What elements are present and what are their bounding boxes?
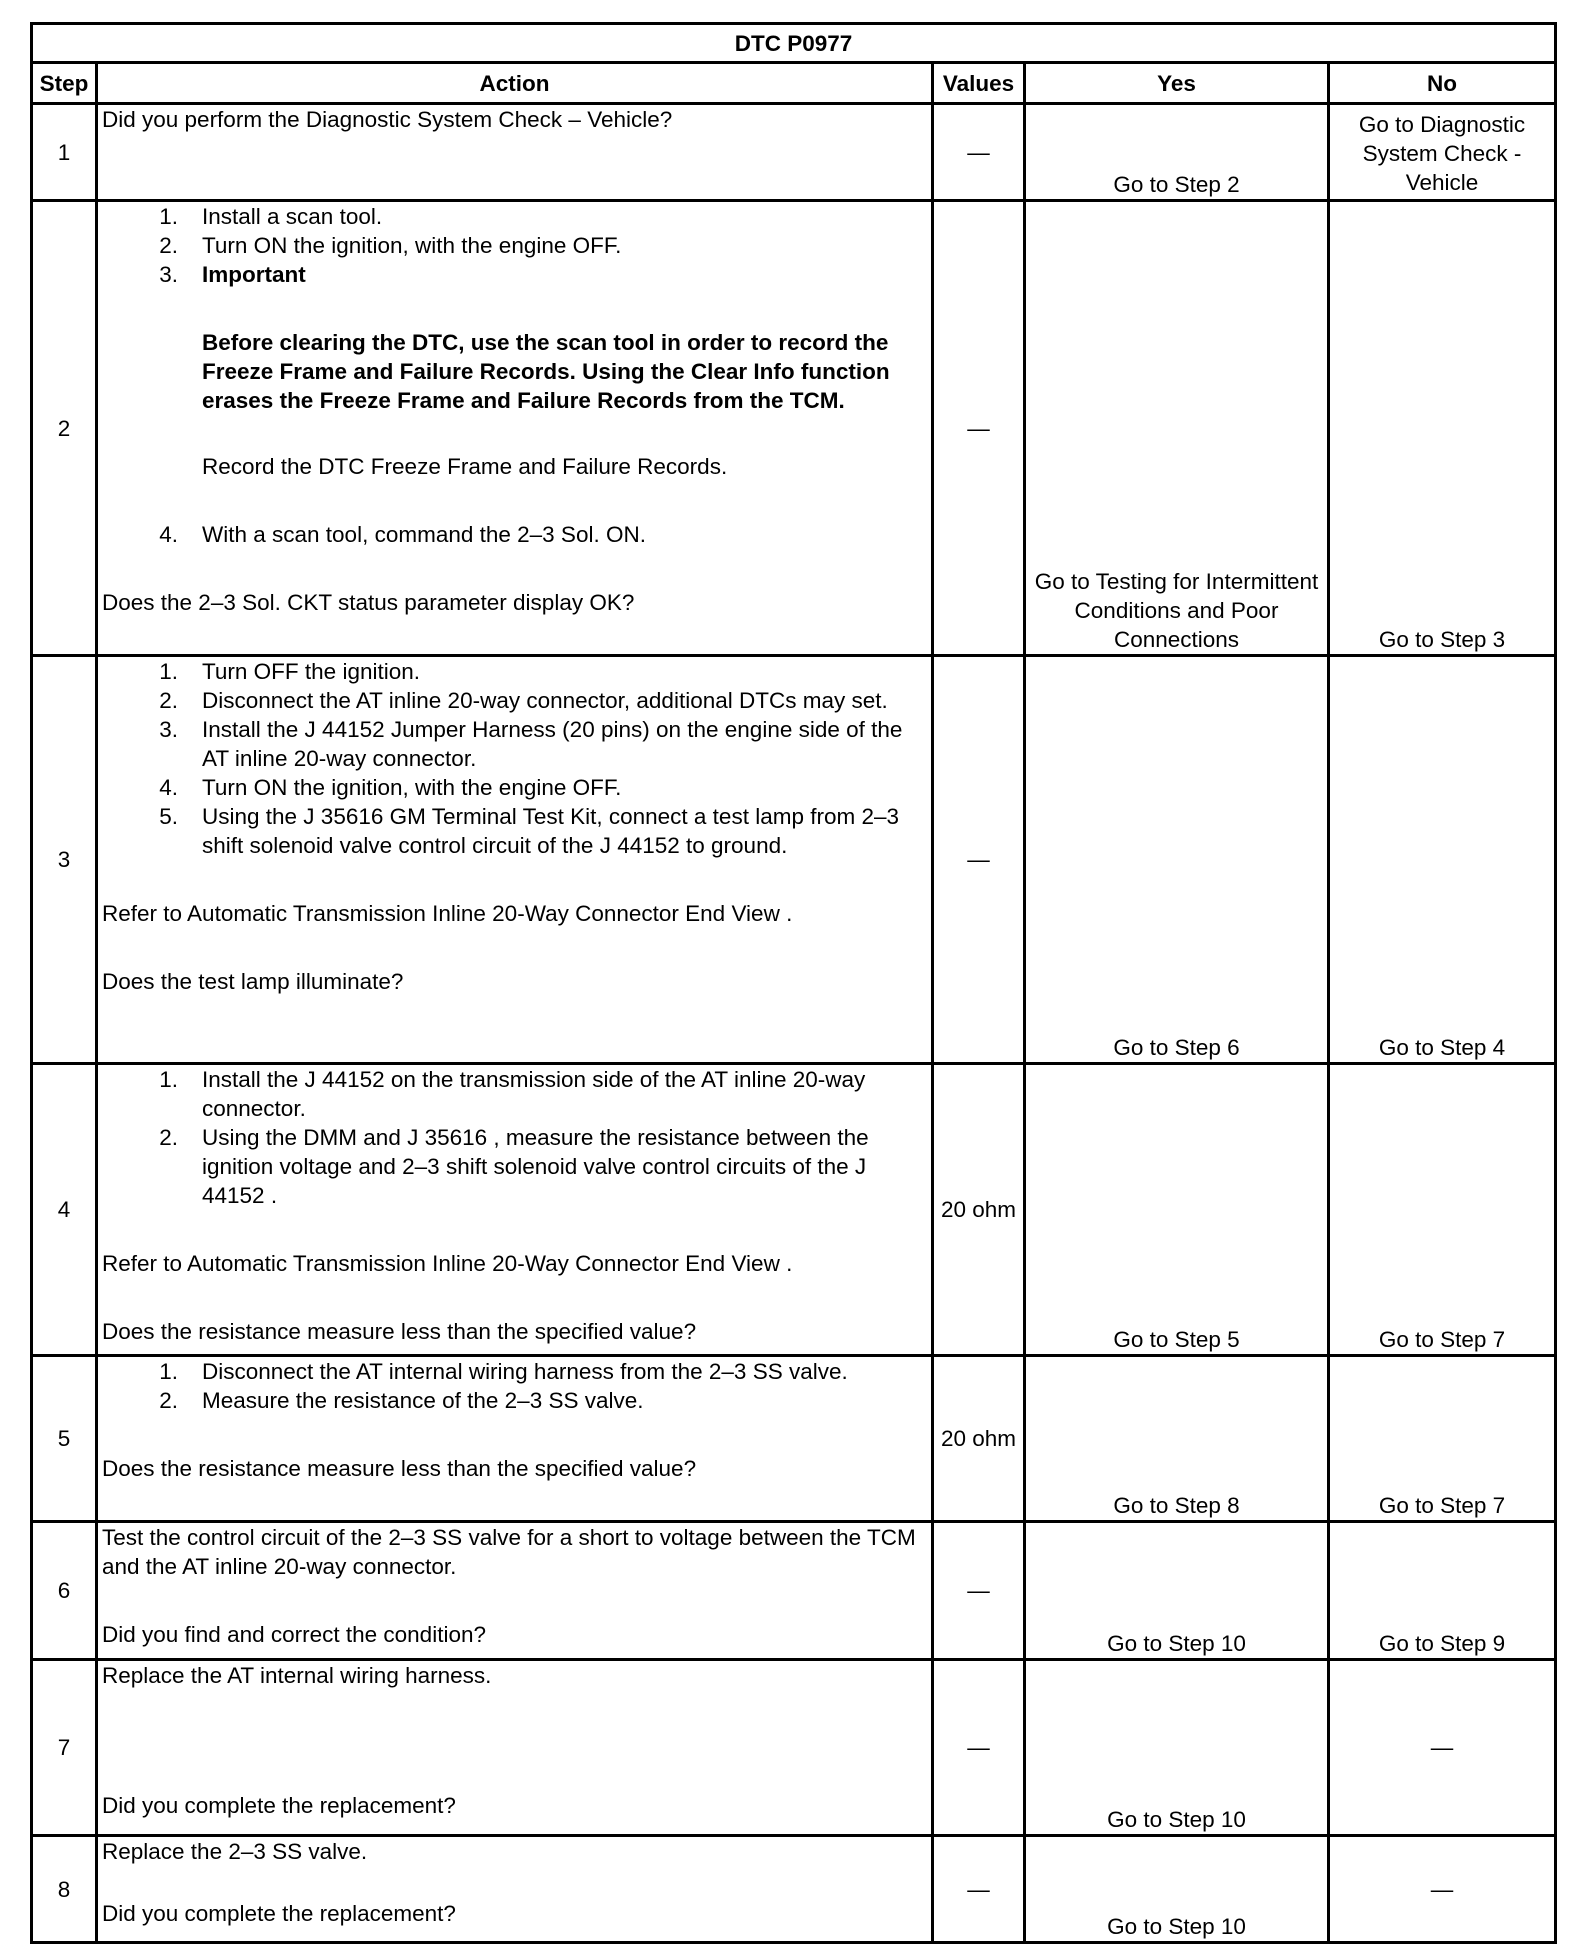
action-cell (97, 656, 933, 1064)
record-note: Record the DTC Freeze Frame and Failure Records. (202, 454, 728, 479)
refer-note: Refer to Automatic Transmission Inline 20-Way Connector End View . (102, 901, 793, 926)
step-number: 6 (32, 1522, 97, 1660)
no-cell: Go to Step 4 (1329, 656, 1556, 1064)
step-number: 3 (32, 656, 97, 1064)
yes-cell: Go to Step 6 (1025, 656, 1329, 1064)
list-item: 5. Using the J 35616 GM Terminal Test Kit, connect a test lamp from 2–3 shift solenoid valve control circuit of the J 44152 to ground. (159, 804, 900, 858)
table-title: DTC P0977 (32, 24, 1556, 63)
yes-cell: Go to Step 8 (1025, 1356, 1329, 1522)
action-cell (97, 201, 933, 656)
yes-cell: Go to Step 5 (1025, 1064, 1329, 1356)
yes-cell: Go to Step 2 (1025, 104, 1329, 201)
action-intro: Did you perform the Diagnostic System Check – Vehicle? (102, 107, 673, 132)
value-cell: — (933, 1836, 1025, 1943)
header-action: Action (97, 63, 933, 104)
table-row (32, 1064, 1556, 1356)
value-cell: — (933, 201, 1025, 656)
yes-cell: Go to Step 10 (1025, 1522, 1329, 1660)
action-list (102, 202, 927, 289)
action-list (102, 657, 927, 860)
action-question: Does the 2–3 Sol. CKT status parameter display OK? (102, 590, 635, 615)
table-row (32, 1836, 1556, 1943)
action-question: Did you complete the replacement? (102, 1793, 456, 1818)
action-list (102, 1065, 927, 1210)
no-cell: — (1329, 1836, 1556, 1943)
action-cell (97, 1064, 933, 1356)
value-cell: — (933, 104, 1025, 201)
action-cell (97, 1522, 933, 1660)
step-number: 5 (32, 1356, 97, 1522)
action-list (102, 1357, 927, 1415)
table-row (32, 1522, 1556, 1660)
header-no: No (1329, 63, 1556, 104)
action-cell (97, 104, 933, 201)
action-question: Does the test lamp illuminate? (102, 969, 404, 994)
action-intro: Replace the 2–3 SS valve. (102, 1839, 368, 1864)
table-row (32, 201, 1556, 656)
action-intro: Replace the AT internal wiring harness. (102, 1663, 492, 1688)
list-item: 4. With a scan tool, command the 2–3 Sol. ON. (159, 522, 646, 547)
header-row (32, 63, 1556, 104)
value-cell: — (933, 1660, 1025, 1836)
refer-note: Refer to Automatic Transmission Inline 20-Way Connector End View . (102, 1251, 793, 1276)
value-cell: — (933, 1522, 1025, 1660)
action-cell (97, 1660, 933, 1836)
list-item: 1. Turn OFF the ignition. (159, 659, 421, 684)
list-item: 1. Install the J 44152 on the transmission side of the AT inline 20-way connector. (159, 1067, 866, 1121)
no-cell: — (1329, 1660, 1556, 1836)
table-row (32, 1356, 1556, 1522)
step-number: 1 (32, 104, 97, 201)
action-cell (97, 1356, 933, 1522)
list-item: 2. Turn ON the ignition, with the engine OFF. (159, 233, 622, 258)
no-cell: Go to Step 9 (1329, 1522, 1556, 1660)
list-item: 3. Install the J 44152 Jumper Harness (20 pins) on the engine side of the AT inline 20-way connector. (159, 717, 903, 771)
list-item: 2. Using the DMM and J 35616 , measure the resistance between the ignition voltage and 2–3 shift solenoid valve control circuits of the J 44152 . (159, 1125, 869, 1208)
step-number: 4 (32, 1064, 97, 1356)
list-item: 2. Measure the resistance of the 2–3 SS valve. (159, 1388, 644, 1413)
list-item: 2. Disconnect the AT inline 20-way connector, additional DTCs may set. (159, 688, 888, 713)
step-number: 7 (32, 1660, 97, 1836)
table-row (32, 1660, 1556, 1836)
action-question: Did you find and correct the condition? (102, 1622, 486, 1647)
header-yes: Yes (1025, 63, 1329, 104)
dtc-table (30, 22, 1557, 1944)
action-cell (97, 1836, 933, 1943)
table-row (32, 656, 1556, 1064)
no-cell: Go to Step 7 (1329, 1356, 1556, 1522)
important-note: Before clearing the DTC, use the scan tool in order to record the Freeze Frame and Failure Records. Using the Clear Info function erases the Freeze Frame and Failure Records from the TCM. (202, 330, 890, 413)
action-list-continued (102, 520, 927, 549)
yes-cell: Go to Testing for Intermittent Conditions and Poor Connections (1025, 201, 1329, 656)
header-step: Step (32, 63, 97, 104)
yes-cell: Go to Step 10 (1025, 1836, 1329, 1943)
value-cell: 20 ohm (933, 1064, 1025, 1356)
list-item: 3. Important (159, 262, 306, 287)
action-question: Did you complete the replacement? (102, 1901, 456, 1926)
no-cell: Go to Step 3 (1329, 201, 1556, 656)
action-intro: Test the control circuit of the 2–3 SS valve for a short to voltage between the TCM and the AT inline 20-way connector. (102, 1525, 916, 1579)
no-cell: Go to Step 7 (1329, 1064, 1556, 1356)
list-item: 1. Disconnect the AT internal wiring harness from the 2–3 SS valve. (159, 1359, 848, 1384)
table-row (32, 104, 1556, 201)
step-number: 2 (32, 201, 97, 656)
header-values: Values (933, 63, 1025, 104)
yes-cell: Go to Step 10 (1025, 1660, 1329, 1836)
value-cell: 20 ohm (933, 1356, 1025, 1522)
list-item: 1. Install a scan tool. (159, 204, 383, 229)
value-cell: — (933, 656, 1025, 1064)
action-question: Does the resistance measure less than the specified value? (102, 1456, 697, 1481)
action-question: Does the resistance measure less than the specified value? (102, 1319, 697, 1344)
step-number: 8 (32, 1836, 97, 1943)
no-cell: Go to Diagnostic System Check - Vehicle (1329, 104, 1556, 201)
list-item: 4. Turn ON the ignition, with the engine OFF. (159, 775, 622, 800)
